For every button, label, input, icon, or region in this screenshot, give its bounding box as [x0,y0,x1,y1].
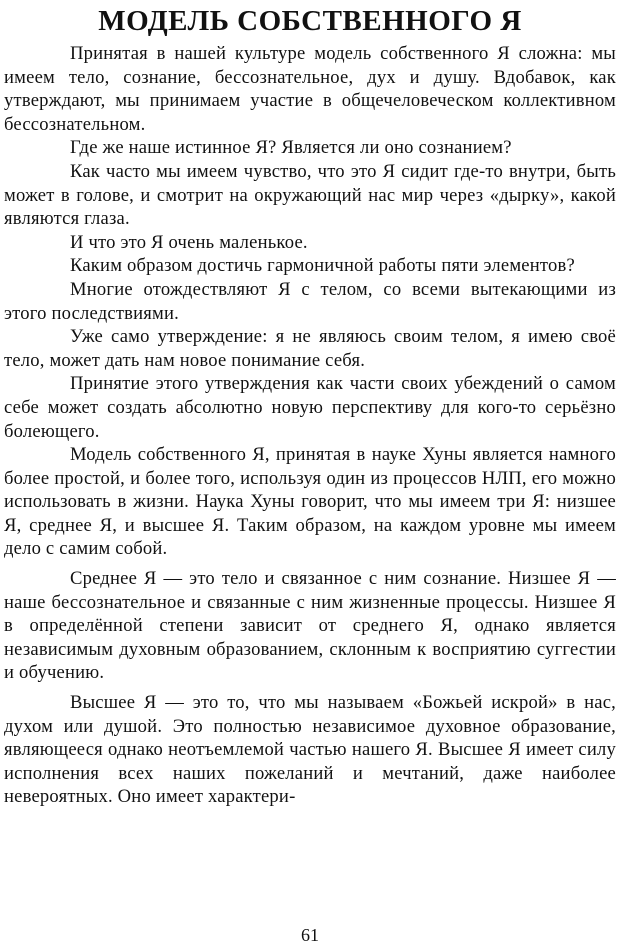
paragraph: Принятая в нашей культуре модель собственного Я сложна: мы имеем тело, сознание, бессознательное, дух и душу. Вдобавок, как утверждают, мы принимаем участие в общечеловеческом коллективном бессознательном. [4,43,616,135]
paragraph: Где же наше истинное Я? Является ли оно сознанием? [70,137,512,159]
chapter-title: МОДЕЛЬ СОБСТВЕННОГО Я [98,5,522,37]
paragraph: Уже само утверждение: я не являюсь своим телом, я имею своё тело, может дать нам новое понимание себя. [4,326,616,371]
paragraph: Среднее Я — это тело и связанное с ним сознание. Низшее Я — наше бессознательное и связанные с ним жизненные процессы. Низшее Я в определённой степени зависит от среднего Я, однако является независимым духовным образованием, склонным к восприятию суггестии и обучению. [4,568,616,684]
paragraph: Многие отождествляют Я с телом, со всеми вытекающими из этого последствиями. [4,278,616,324]
paragraph: Как часто мы имеем чувство, что это Я сидит где-то внутри, быть может в голове, и смотрит на окружающий нас мир через «дырку», какой являются глаза. [4,160,616,230]
paragraph: И что это Я очень маленькое. [70,231,308,253]
paragraph: Принятие этого утверждения как части своих убеждений о самом себе может создать абсолютно новую перспективу для кого-то серьёзно болеющего. [4,373,616,442]
paragraph: Каким образом достичь гармоничной работы пяти элементов? [70,255,575,277]
body-text [4,42,616,809]
paragraph: Модель собственного Я, принятая в науке Хуны является намного более простой, и более того, используя один из процессов НЛП, его можно использовать в жизни. Наука Хуны говорит, что мы имеем три Я: низшее Я, среднее Я, и высшее Я. Таким образом, на каждом уровне мы имеем дело с самим собой. [4,444,616,560]
paragraph: Высшее Я — это то, что мы называем «Божьей искрой» в нас, духом или душой. Это полностью независимое духовное образование, являющееся однако неотъемлемой частью нашего Я. Высшее Я имеет силу исполнения всех наших пожеланий и мечтаний, даже наиболее невероятных. Оно имеет характери- [4,692,616,808]
page-number: 61 [301,925,319,945]
